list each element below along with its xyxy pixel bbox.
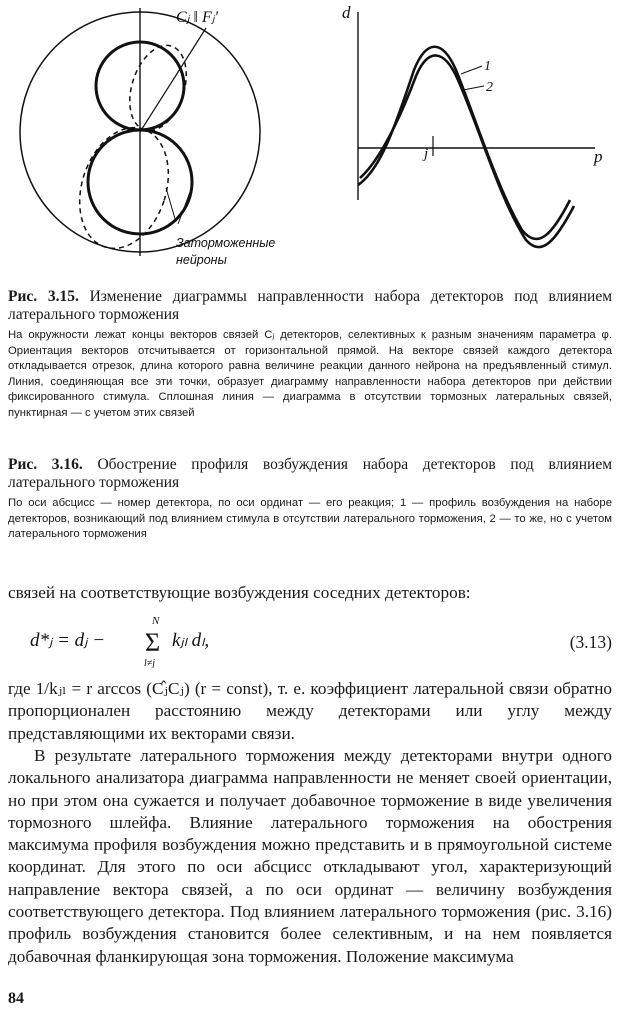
- caption-title: [8, 456, 612, 492]
- fig315-top-label: Cⱼ ‖ Fⱼ': [176, 9, 218, 26]
- formula-lhs: d*ⱼ = dⱼ −: [30, 630, 106, 651]
- formula-term: kⱼₗ dₗ,: [172, 630, 210, 651]
- caption-title-text: Изменение диаграммы направленности набора детекторов под влиянием латерального торможения: [8, 288, 613, 323]
- sum-symbol: Σ: [145, 628, 161, 657]
- fig315-inhibited-label-2: нейроны: [176, 253, 227, 267]
- curve1-label: 1: [484, 59, 491, 74]
- caption-body: По оси абсцисс — номер детектора, по оси ординат — его реакция; 1 — профиль возбуждения на наборе детекторов, возникающий под влиянием стимула в отсутствии латерального торможения, 2 — то же, но с учетом латерального торможения: [8, 497, 612, 541]
- page-number: 84: [8, 990, 24, 1007]
- curve-1: [358, 47, 570, 239]
- curve1-leader: [461, 66, 482, 74]
- paragraph-intro: связей на соответствующие возбуждения соседних детекторов:: [8, 583, 471, 602]
- equation-number: (3.13): [569, 632, 612, 652]
- caption-fig-3-16: [8, 456, 612, 543]
- pointer-line-1: [166, 188, 176, 222]
- sum-lower: l≠j: [144, 658, 156, 668]
- caption-number: Рис. 3.16.: [8, 456, 83, 473]
- paragraph-result: В результате латерального торможения между детекторами внутри одного локального анализатора диаграмма направленности не меняет своей ориентации, но при этом она сужается и получает добавочное торможение в виде увеличения тормозного шлейфа. Влияние латерального торможения на обострения максимума профиля возбуждения можно представить и в прямоугольной системе координат. Для этого по оси абсцисс откладывают угол, характеризующий направление вектора связей, а по оси ординат — величину возбуждения соответствующего детектора. Под влиянием латерального торможения (рис. 3.16) профиль возбуждения становится более селективным, и на нем появляется добавочная фланкирующая зона торможения. Положение максимума: [8, 746, 612, 966]
- caption-number: Рис. 3.15.: [8, 288, 79, 305]
- caption-fig-3-15: [8, 288, 612, 422]
- figure-3-15: [8, 0, 300, 278]
- fig315-inhibited-label-1: Заторможенные: [176, 236, 276, 250]
- paragraph-where: где 1/kⱼₗ = r arccos (Cⱼ̂Cⱼ) (r = const), т. е. коэффициент латеральной связи обратно пропорционален расстоянию между детекторами или углу между представляющими их векторами связи.: [8, 679, 612, 743]
- caption-title-text: Обострение профиля возбуждения набора детекторов под влиянием латерального торможения: [8, 456, 613, 491]
- x-axis-label: p: [594, 147, 603, 166]
- formula-3-13: [30, 612, 612, 668]
- caption-title: [8, 288, 612, 324]
- curve2-leader: [463, 86, 484, 90]
- sum-upper: N: [152, 615, 160, 627]
- curve-2: [360, 55, 574, 247]
- figure-3-16: [330, 0, 615, 278]
- caption-body: На окружности лежат концы векторов связей Cⱼ детекторов, селективных к разным значениям параметра φ. Ориентация векторов отсчитывается от горизонтальной прямой. На векторе связей каждого детектора откладывается отрезок, длина которого равна величине реакции данного нейрона на предъявленный стимул. Линия, соединяющая все эти точки, образует диаграмму направленности набора детекторов при действии фиксированного стимула. Сплошная линия — диаграмма в отсутствии тормозных латеральных связей, пунктирная — с учетом этих связей: [8, 329, 612, 419]
- y-axis-label: d: [342, 3, 351, 22]
- marker-label: j: [424, 146, 429, 162]
- pointer-line-2: [178, 192, 190, 224]
- curve2-label: 2: [486, 80, 493, 95]
